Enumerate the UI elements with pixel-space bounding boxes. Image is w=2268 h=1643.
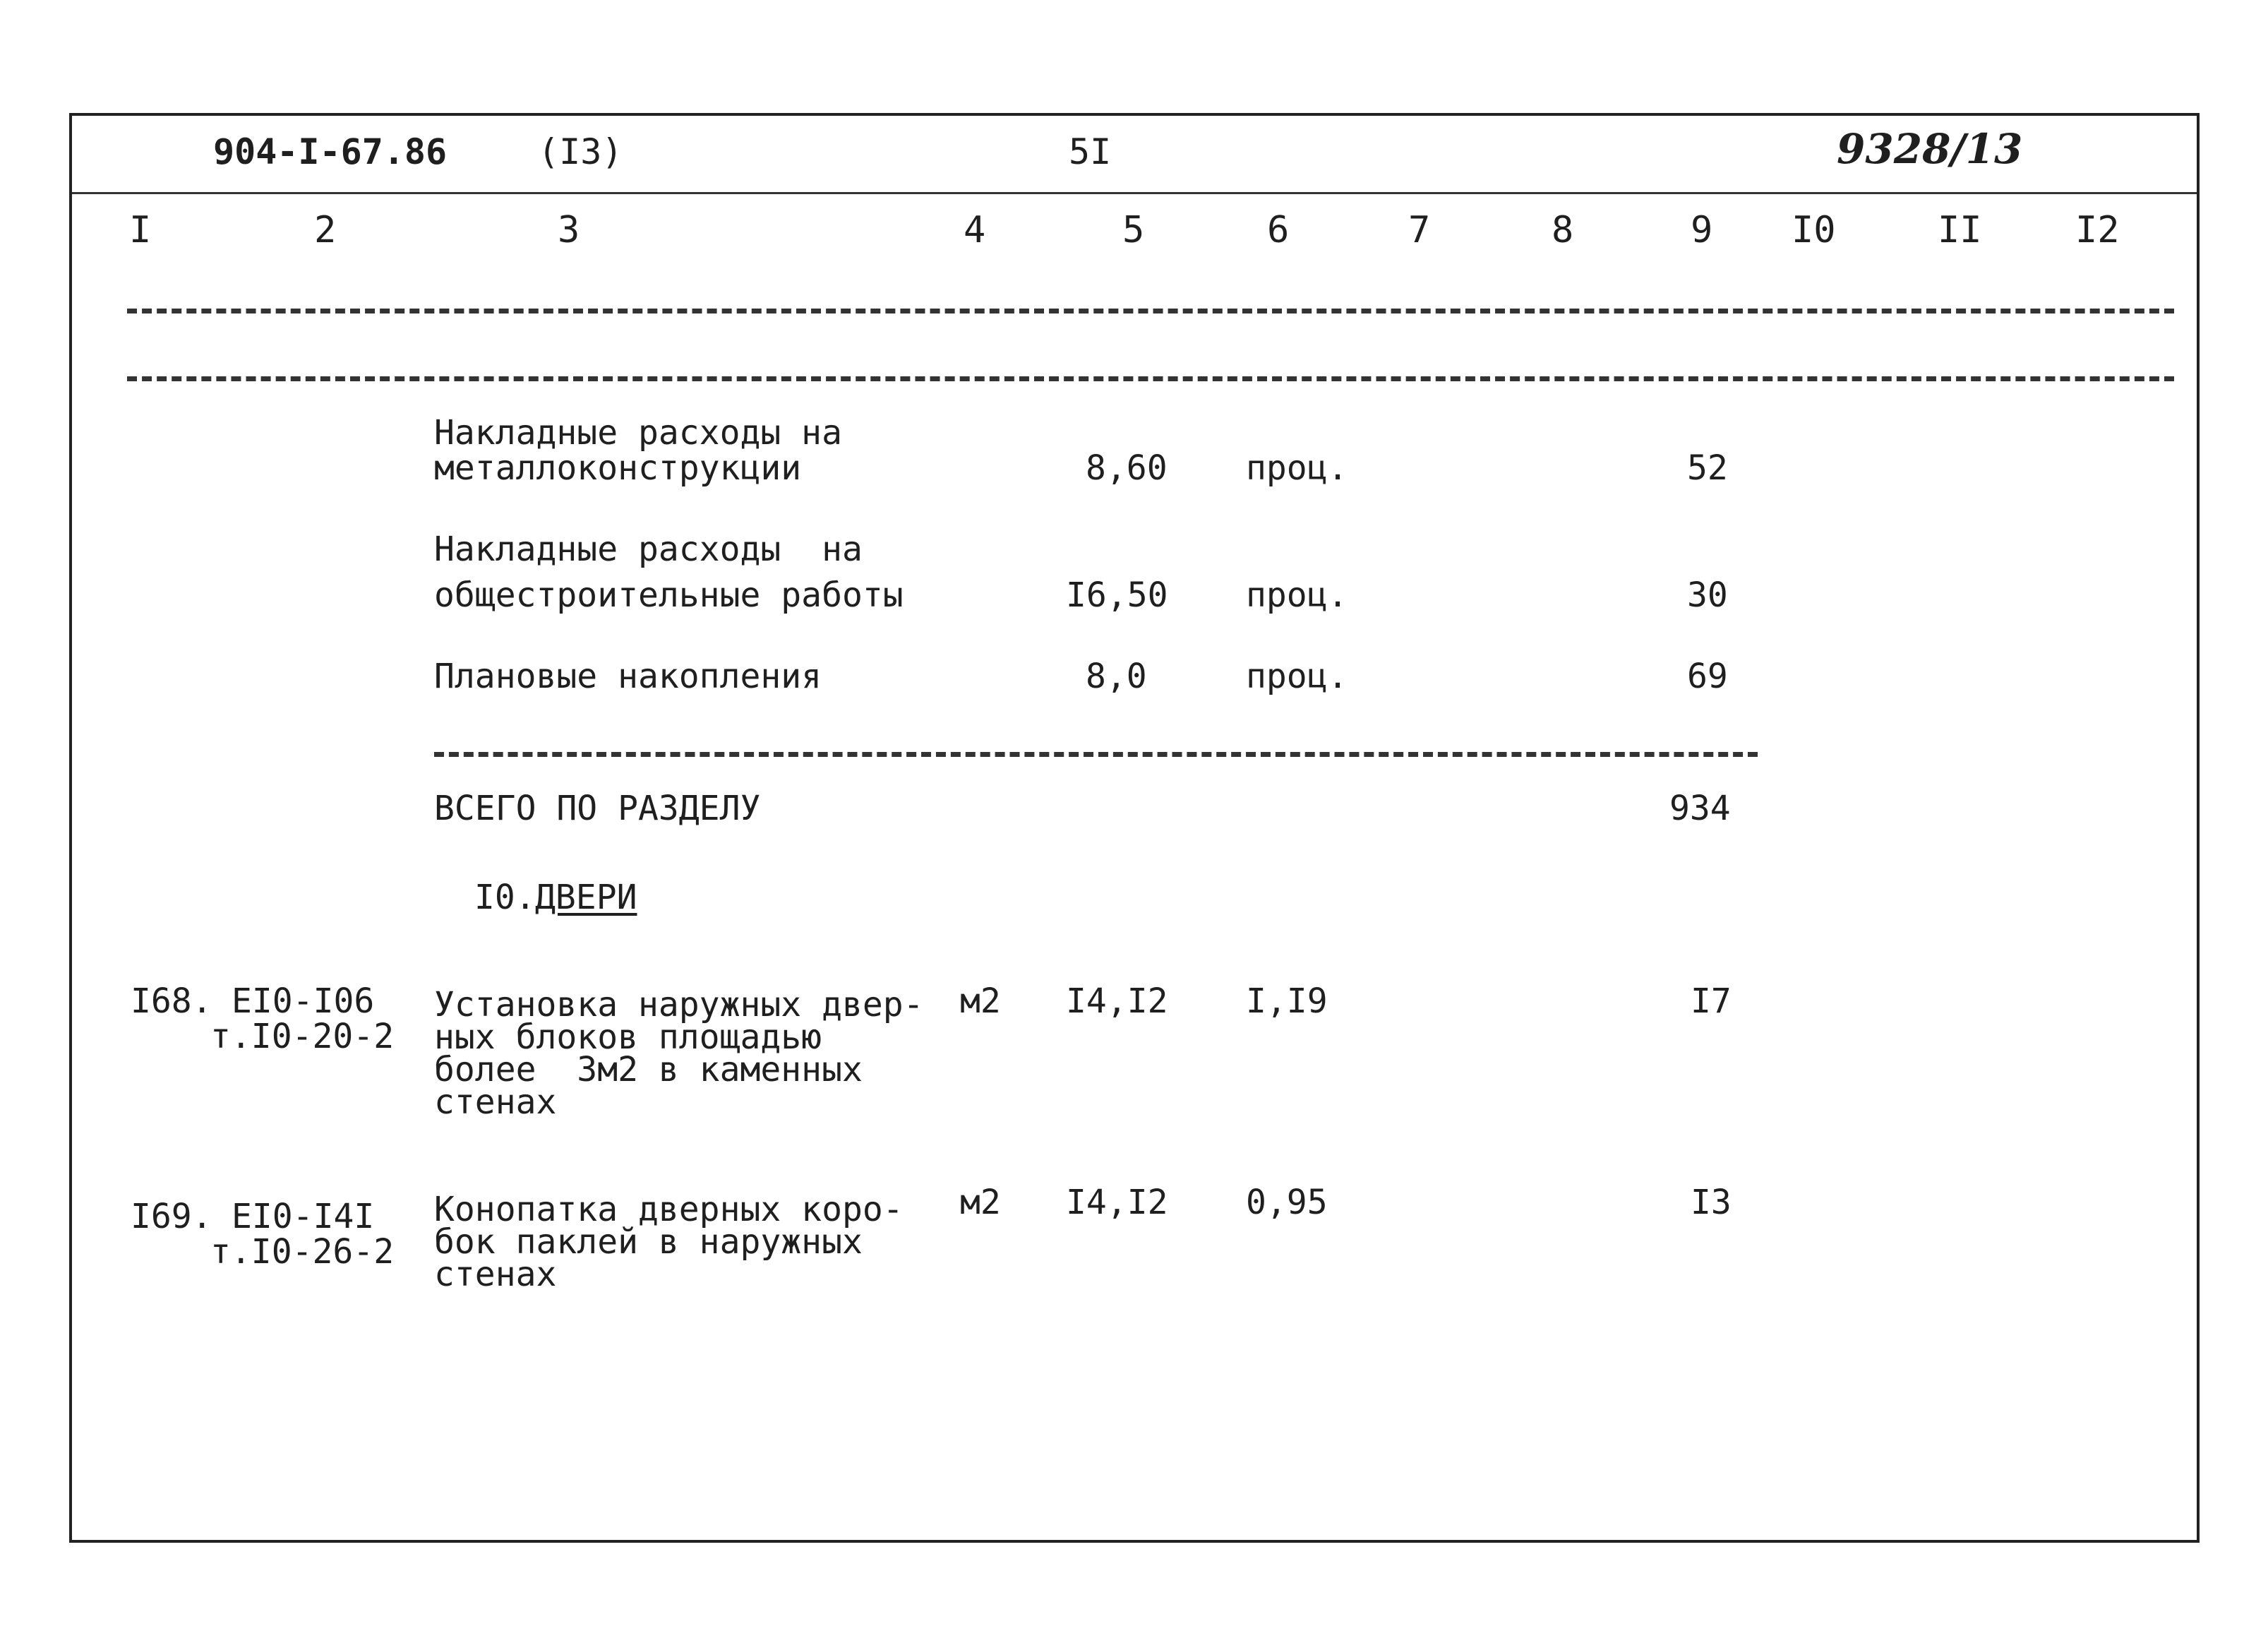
column-number-9: 9: [1691, 209, 1713, 251]
header-divider: [72, 192, 2197, 194]
overhead-3-amount: 69: [1687, 657, 1728, 696]
column-number-3: 3: [558, 209, 580, 251]
item-168-quantity: I4,I2: [1066, 981, 1168, 1021]
section-total-amount: 934: [1669, 789, 1731, 828]
handwritten-number: 9328/13: [1837, 125, 2023, 173]
column-number-2: 2: [314, 209, 337, 251]
column-number-1: I: [129, 209, 152, 251]
item-168-table-ref: т.I0-20-2: [210, 1017, 395, 1056]
section-heading-title: ДВЕРИ: [535, 878, 637, 917]
column-number-6: 6: [1267, 209, 1290, 251]
item-168-amount: I7: [1691, 981, 1732, 1021]
subtotal-rule: [434, 752, 1758, 757]
item-169-desc-line-2: бок паклей в наружных: [434, 1222, 863, 1262]
item-169-amount: I3: [1691, 1183, 1732, 1222]
overhead-3-rate: 8,0: [1086, 657, 1147, 696]
section-total-label: ВСЕГО ПО РАЗДЕЛУ: [434, 789, 761, 828]
item-169-price: 0,95: [1246, 1183, 1328, 1222]
column-number-12: I2: [2075, 209, 2120, 251]
page-number: 5I: [1069, 131, 1112, 172]
item-169-table-ref: т.I0-26-2: [210, 1232, 395, 1272]
overhead-2-rate: I6,50: [1066, 575, 1168, 615]
item-168-number: I68.: [131, 981, 212, 1021]
overhead-3-unit: проц.: [1246, 657, 1348, 696]
overhead-1-amount: 52: [1687, 448, 1728, 488]
overhead-2-line-1: Накладные расходы на: [434, 530, 863, 569]
item-168-desc-line-1: Установка наружных двер-: [434, 985, 924, 1024]
overhead-1-unit: проц.: [1246, 448, 1348, 488]
item-169-code: ЕI0-I4I: [232, 1197, 375, 1236]
overhead-2-unit: проц.: [1246, 575, 1348, 615]
overhead-2-amount: 30: [1687, 575, 1728, 615]
column-number-11: II: [1938, 209, 1982, 251]
overhead-1-line-2: металлоконструкции: [434, 448, 802, 488]
document-code: 904-I-67.86: [213, 131, 448, 172]
album-number: (I3): [538, 131, 623, 172]
item-169-desc-line-1: Конопатка дверных коро-: [434, 1190, 904, 1229]
column-number-4: 4: [964, 209, 986, 251]
item-169-unit: м2: [960, 1183, 1001, 1222]
item-169-desc-line-3: стенах: [434, 1255, 557, 1294]
overhead-1-rate: 8,60: [1086, 448, 1168, 488]
overhead-2-line-2: общестроительные работы: [434, 575, 904, 615]
column-number-7: 7: [1408, 209, 1431, 251]
item-168-desc-line-3: более 3м2 в каменных: [434, 1050, 863, 1089]
item-168-unit: м2: [960, 981, 1001, 1021]
item-168-price: I,I9: [1246, 981, 1328, 1021]
item-169-number: I69.: [131, 1197, 212, 1236]
item-169-quantity: I4,I2: [1066, 1183, 1168, 1222]
column-number-8: 8: [1552, 209, 1574, 251]
item-168-code: ЕI0-I06: [232, 981, 375, 1021]
item-168-desc-line-2: ных блоков площадью: [434, 1017, 822, 1057]
column-number-10: I0: [1792, 209, 1836, 251]
item-168-desc-line-4: стенах: [434, 1082, 557, 1122]
table-top-rule: [127, 309, 2174, 313]
table-header-rule: [127, 376, 2174, 381]
overhead-1-line-1: Накладные расходы на: [434, 413, 842, 453]
column-number-5: 5: [1122, 209, 1145, 251]
overhead-3-line-1: Плановые накопления: [434, 657, 822, 696]
page-frame: [69, 113, 2200, 1543]
section-heading-number: I0.: [474, 878, 536, 917]
